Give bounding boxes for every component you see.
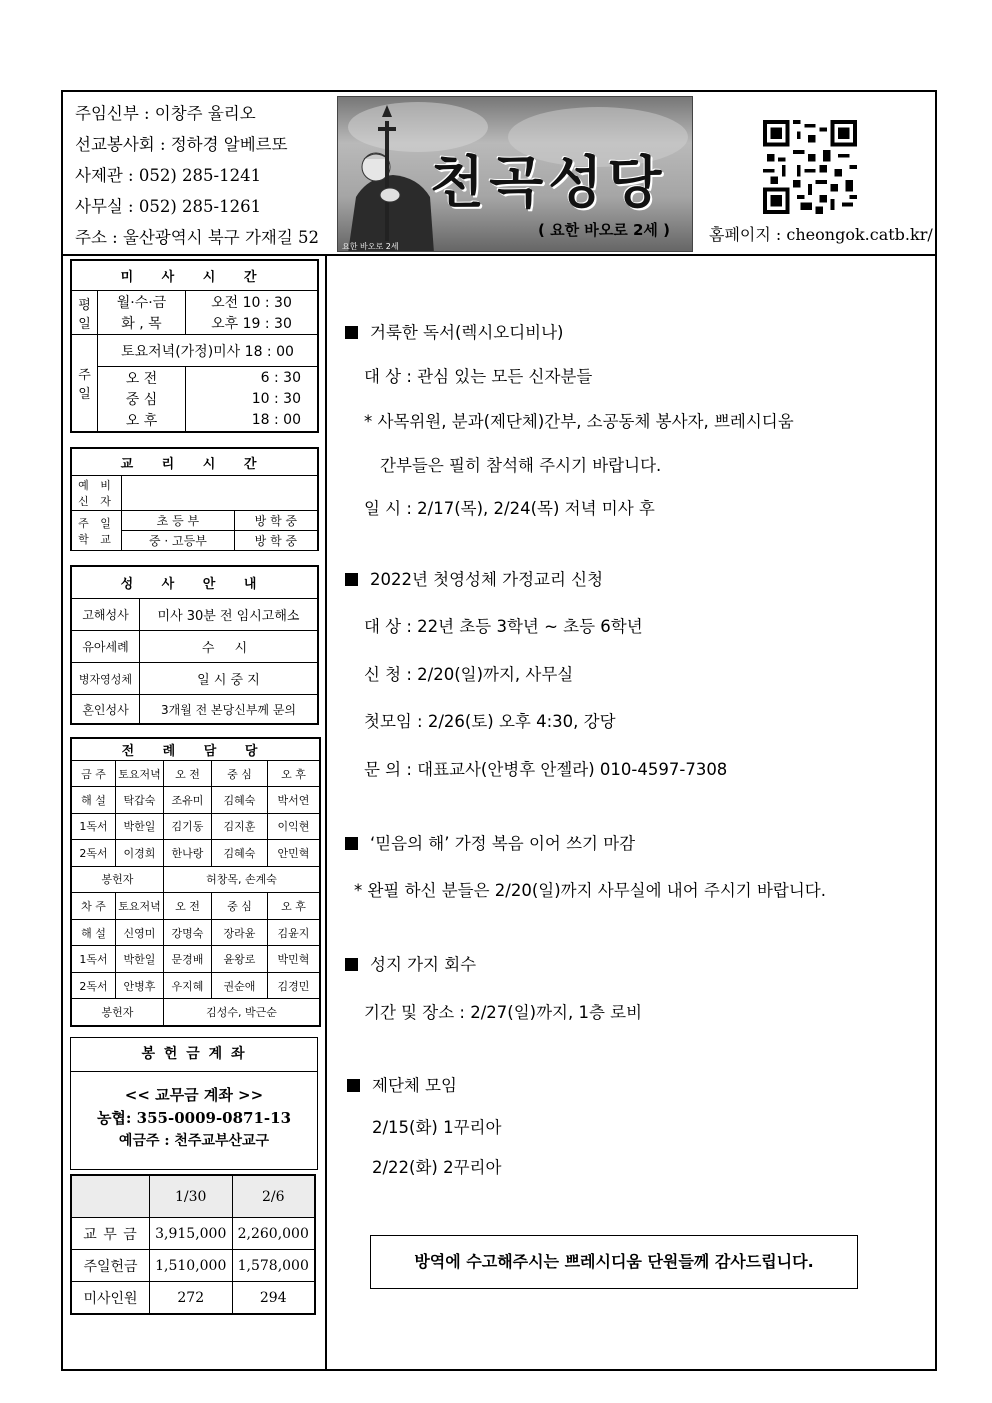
nw-r2-role: 1독서 bbox=[72, 946, 116, 973]
next-week-head-1: 토요저녁 bbox=[116, 893, 164, 920]
secondary-status: 방 학 중 bbox=[234, 531, 317, 551]
header-divider bbox=[63, 254, 935, 256]
notice-3-title: ‘믿음의 해’ 가정 복음 이어 쓰기 마감 bbox=[370, 834, 636, 853]
finance-label-2: 주일헌금 bbox=[72, 1250, 150, 1282]
finance-r1-v2: 2,260,000 bbox=[232, 1218, 315, 1250]
nw-r3-c4: 김경민 bbox=[268, 972, 320, 999]
sunday-period-1: 오 전 bbox=[98, 367, 186, 389]
finance-label-1: 교 무 금 bbox=[72, 1218, 150, 1250]
notice-4-heading bbox=[345, 951, 476, 975]
sacrament-name-2: 유아세례 bbox=[72, 631, 140, 663]
nw-r1-c4: 김윤지 bbox=[268, 919, 320, 946]
finance-date-2: 2/6 bbox=[232, 1176, 315, 1218]
notice-1-target: 대 상 : 관심 있는 모든 신자분들 bbox=[364, 367, 593, 386]
parish-info bbox=[75, 98, 319, 253]
square-bullet-icon bbox=[347, 1079, 360, 1092]
notice-1-date: 일 시 : 2/17(목), 2/24(목) 저녁 미사 후 bbox=[364, 499, 655, 518]
sunday-time-2: 10 : 30 bbox=[186, 388, 318, 409]
catechumen-label: 예 비 신 자 bbox=[72, 476, 122, 511]
finance-r2-v2: 1,578,000 bbox=[232, 1250, 315, 1282]
sacrament-name-4: 혼인성사 bbox=[72, 695, 140, 724]
council-line: 선교봉사회 : 정하경 알베르또 bbox=[75, 135, 288, 154]
tw-r1-c4: 박서연 bbox=[268, 787, 320, 814]
secondary-grade: 중 · 고등부 bbox=[122, 531, 235, 551]
notice-5-meeting-2: 2/22(화) 2꾸리아 bbox=[372, 1158, 502, 1177]
this-week-head-4: 오 후 bbox=[268, 761, 320, 787]
sacrament-info-4: 3개월 전 본당신부께 문의 bbox=[140, 695, 318, 724]
notice-3-heading bbox=[345, 830, 635, 854]
next-week-head-4: 오 후 bbox=[268, 893, 320, 920]
liturgy-title: 전 례 담 당 bbox=[72, 739, 320, 761]
tw-r1-c2: 조유미 bbox=[164, 787, 212, 814]
sacrament-name-3: 병자영성체 bbox=[72, 663, 140, 695]
sacraments-box bbox=[70, 565, 319, 725]
mass-times-box bbox=[70, 259, 319, 433]
patron-subtitle: ( 요한 바오로 2세 ) bbox=[538, 221, 670, 239]
notice-1-note-cont: 간부들은 필히 참석해 주시기 바랍니다. bbox=[380, 456, 662, 475]
this-week-head-3: 중 심 bbox=[212, 761, 268, 787]
finance-r3-v2: 294 bbox=[232, 1282, 315, 1314]
address-line: 주소 : 울산광역시 북구 가재길 52 bbox=[75, 228, 320, 247]
tw-r1-c1: 탁갑숙 bbox=[116, 787, 164, 814]
liturgy-box bbox=[70, 737, 321, 1027]
notice-2-apply: 신 청 : 2/20(일)까지, 사무실 bbox=[364, 665, 574, 684]
square-bullet-icon bbox=[345, 326, 358, 339]
nw-comm-label: 봉헌자 bbox=[72, 999, 164, 1026]
this-week-head-0: 금 주 bbox=[72, 761, 116, 787]
tw-r2-role: 1독서 bbox=[72, 813, 116, 840]
notice-1-note: * 사목위원, 분과(제단체)간부, 소공동체 봉사자, 쁘레시디움 bbox=[364, 412, 794, 431]
tw-r2-c2: 김기동 bbox=[164, 813, 212, 840]
nw-r3-c3: 권순애 bbox=[212, 972, 268, 999]
offering-box bbox=[70, 1037, 318, 1170]
square-bullet-icon bbox=[345, 958, 358, 971]
tw-r3-c2: 한나랑 bbox=[164, 840, 212, 867]
pastor-line: 주임신부 : 이창주 율리오 bbox=[75, 104, 256, 123]
nw-r2-c4: 박민혁 bbox=[268, 946, 320, 973]
sacrament-info-1: 미사 30분 전 임시고해소 bbox=[140, 599, 318, 631]
square-bullet-icon bbox=[345, 837, 358, 850]
tw-comm-value: 허창목, 손계숙 bbox=[164, 866, 320, 893]
notice-2-target: 대 상 : 22년 초등 3학년 ~ 초등 6학년 bbox=[364, 617, 643, 636]
weekday-days-1: 월·수·금 bbox=[98, 290, 186, 312]
notice-2-contact: 문 의 : 대표교사(안병후 안젤라) 010-4597-7308 bbox=[364, 760, 728, 779]
catechism-title: 교 리 시 간 bbox=[72, 449, 318, 476]
notice-4-detail: 기간 및 장소 : 2/27(일)까지, 1층 로비 bbox=[364, 1003, 643, 1022]
weekday-time-2: 오후 19 : 30 bbox=[186, 313, 318, 335]
next-week-head-2: 오 전 bbox=[164, 893, 212, 920]
catechumen-value bbox=[122, 476, 318, 511]
weekday-time-1: 오전 10 : 30 bbox=[186, 290, 318, 312]
sunday-time-1: 6 : 30 bbox=[186, 367, 318, 389]
nw-r3-c1: 안병후 bbox=[116, 972, 164, 999]
nw-r3-role: 2독서 bbox=[72, 972, 116, 999]
column-divider bbox=[325, 254, 327, 1369]
homepage-line bbox=[709, 222, 933, 245]
this-week-head-1: 토요저녁 bbox=[116, 761, 164, 787]
square-bullet-icon bbox=[345, 573, 358, 586]
notice-1-title: 거룩한 독서(렉시오디비나) bbox=[370, 323, 564, 342]
notice-1-heading bbox=[345, 319, 563, 343]
nw-r1-c3: 장라윤 bbox=[212, 919, 268, 946]
finance-corner bbox=[72, 1176, 150, 1218]
notice-3-note: * 완필 하신 분들은 2/20(일)까지 사무실에 내어 주시기 바랍니다. bbox=[354, 881, 826, 900]
nw-r1-role: 해 설 bbox=[72, 919, 116, 946]
notice-5-meeting-1: 2/15(화) 1꾸리아 bbox=[372, 1118, 502, 1137]
elementary-status: 방 학 중 bbox=[234, 511, 317, 531]
tw-r2-c3: 김지훈 bbox=[212, 813, 268, 840]
rectory-phone: 사제관 : 052) 285-1241 bbox=[75, 166, 262, 185]
sunday-time-3: 18 : 00 bbox=[186, 410, 318, 432]
sunday-period-2: 중 심 bbox=[98, 388, 186, 409]
catechism-box bbox=[70, 447, 319, 551]
finance-label-3: 미사인원 bbox=[72, 1282, 150, 1314]
offering-title: 봉 헌 금 계 좌 bbox=[71, 1038, 317, 1072]
tw-r3-role: 2독서 bbox=[72, 840, 116, 867]
nw-r2-c1: 박한일 bbox=[116, 946, 164, 973]
parish-banner bbox=[337, 96, 693, 252]
notice-2-meeting: 첫모임 : 2/26(토) 오후 4:30, 강당 bbox=[364, 712, 616, 731]
nw-r1-c1: 신영미 bbox=[116, 919, 164, 946]
sunday-school-label: 주 일 학 교 bbox=[72, 511, 122, 551]
sacrament-info-2: 수 시 bbox=[140, 631, 318, 663]
nw-r1-c2: 강명숙 bbox=[164, 919, 212, 946]
notice-5-title: 제단체 모임 bbox=[372, 1076, 457, 1095]
notice-5-heading bbox=[347, 1072, 457, 1096]
next-week-head-0: 차 주 bbox=[72, 893, 116, 920]
sunday-label: 주 일 bbox=[72, 335, 98, 432]
bank-account: 농협: 355-0009-0871-13 bbox=[96, 1109, 292, 1127]
saturday-mass: 토요저녁(가정)미사 18 : 00 bbox=[98, 335, 318, 367]
weekday-days-2: 화 , 목 bbox=[98, 313, 186, 335]
next-week-head-3: 중 심 bbox=[212, 893, 268, 920]
tw-r3-c4: 안민혁 bbox=[268, 840, 320, 867]
account-holder: 예금주 : 천주교부산교구 bbox=[118, 1133, 270, 1149]
tw-r1-c3: 김혜숙 bbox=[212, 787, 268, 814]
tw-r2-c4: 이익현 bbox=[268, 813, 320, 840]
photo-caption: 요한 바오로 2세 bbox=[342, 242, 399, 251]
homepage-label: 홈페이지 : bbox=[709, 225, 782, 244]
homepage-link[interactable]: cheongok.catb.kr/ bbox=[786, 225, 933, 244]
notice-2-heading bbox=[345, 566, 603, 590]
tw-r3-c3: 김혜숙 bbox=[212, 840, 268, 867]
finance-r2-v1: 1,510,000 bbox=[150, 1250, 233, 1282]
parish-name-title: 천곡성당 bbox=[430, 151, 667, 216]
nw-r2-c3: 윤왕로 bbox=[212, 946, 268, 973]
tw-r1-role: 해 설 bbox=[72, 787, 116, 814]
finance-box bbox=[70, 1174, 316, 1315]
finance-r1-v1: 3,915,000 bbox=[150, 1218, 233, 1250]
thanks-box: 방역에 수고해주시는 쁘레시디움 단원들께 감사드립니다. bbox=[370, 1235, 858, 1289]
tw-comm-label: 봉헌자 bbox=[72, 866, 164, 893]
sacraments-title: 성 사 안 내 bbox=[72, 567, 318, 599]
notice-4-title: 성지 가지 회수 bbox=[370, 955, 477, 974]
tw-r2-c1: 박한일 bbox=[116, 813, 164, 840]
finance-date-1: 1/30 bbox=[150, 1176, 233, 1218]
sunday-period-3: 오 후 bbox=[98, 410, 186, 432]
qr-code-icon[interactable] bbox=[763, 120, 857, 214]
this-week-head-2: 오 전 bbox=[164, 761, 212, 787]
tw-r3-c1: 이경희 bbox=[116, 840, 164, 867]
office-phone: 사무실 : 052) 285-1261 bbox=[75, 197, 262, 216]
mass-times-title: 미 사 시 간 bbox=[72, 261, 318, 291]
nw-r3-c2: 우지혜 bbox=[164, 972, 212, 999]
elementary-grade: 초 등 부 bbox=[122, 511, 235, 531]
notice-2-title: 2022년 첫영성체 가정교리 신청 bbox=[370, 570, 604, 589]
finance-r3-v1: 272 bbox=[150, 1282, 233, 1314]
nw-comm-value: 김성수, 박근순 bbox=[164, 999, 320, 1026]
nw-r2-c2: 문경배 bbox=[164, 946, 212, 973]
sacrament-name-1: 고해성사 bbox=[72, 599, 140, 631]
sacrament-info-3: 일 시 중 지 bbox=[140, 663, 318, 695]
account-title: << 교무금 계좌 >> bbox=[124, 1086, 264, 1104]
weekday-label: 평 일 bbox=[72, 290, 98, 335]
